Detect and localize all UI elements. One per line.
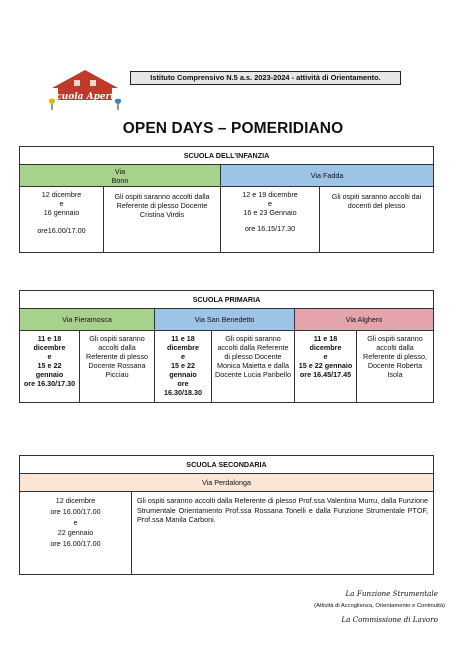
secondaria-dates: 12 dicembre ore 16.00/17.00 e 22 gennaio ore 16.00/17.00 xyxy=(20,492,132,575)
primaria-alghero-info: Gli ospiti saranno accolti dalla Referente di plesso, Docente Roberta Isola xyxy=(357,331,434,403)
plesso-via-san-benedetto: Via San Benedetto xyxy=(155,309,295,331)
plesso-via-alghero: Via Alghero xyxy=(295,309,434,331)
primaria-sanbenedetto-dates: 11 e 18 dicembre e 15 e 22 gennaio ore 16.30/18.30 xyxy=(155,331,212,403)
infanzia-bonn-dates: 12 dicembre e 16 gennaio ore16.00/17.00 xyxy=(20,187,104,253)
infanzia-bonn-info: Gli ospiti saranno accolti dalla Referente di plesso Docente Cristina Virdis xyxy=(104,187,221,253)
plesso-via-bonn: Via Bonn xyxy=(20,165,221,187)
primaria-heading: SCUOLA PRIMARIA xyxy=(20,291,434,309)
secondaria-table xyxy=(19,455,434,575)
secondaria-heading: SCUOLA SECONDARIA xyxy=(20,456,434,474)
infanzia-table xyxy=(19,146,434,253)
primaria-sanbenedetto-info: Gli ospiti saranno accolti dalla Referente di plesso Docente Monica Maietta e dalla Docente Lucia Paribello xyxy=(212,331,295,403)
infanzia-heading: SCUOLA DELL’INFANZIA xyxy=(20,147,434,165)
signature-subtitle: (Attività di Accoglienza, Orientamento e Continuità) xyxy=(314,603,445,609)
signature-funzione-strumentale: La Funzione Strumentale xyxy=(345,589,438,598)
infanzia-fadda-dates: 12 e 19 dicembre e 16 e 23 Gennaio ore 16.15/17.30 xyxy=(221,187,320,253)
primaria-alghero-dates: 11 e 18 dicembre e 15 e 22 gennaio ore 16.45/17.45 xyxy=(295,331,357,403)
plesso-via-perdalonga: Via Perdalonga xyxy=(20,474,434,492)
primaria-fieramosca-dates: 11 e 18 dicembre e 15 e 22 gennaio ore 16.30/17.30 xyxy=(20,331,80,403)
secondaria-info: Gli ospiti saranno accolti dalla Referente di plesso Prof.ssa Valentina Murru, dalla Funzione Strumentale Orientamento Prof.ssa Rossana Tonelli e dalla Funzione Strumentale PTOF, Prof.ssa Manila Carboni. xyxy=(132,492,434,575)
scuola-aperta-logo xyxy=(44,66,126,112)
signature-commissione: La Commissione di Lavoro xyxy=(341,615,438,624)
plesso-via-fadda: Via Fadda xyxy=(221,165,434,187)
logo-text: Scuola Aperta xyxy=(49,92,121,102)
plesso-via-fieramosca: Via Fieramosca xyxy=(20,309,155,331)
infanzia-fadda-info: Gli ospiti saranno accolti dai docenti del plesso xyxy=(320,187,434,253)
header-title: Istituto Comprensivo N.5 a.s. 2023-2024 - attività di Orientamento. xyxy=(130,71,401,85)
page-title: OPEN DAYS – POMERIDIANO xyxy=(122,120,344,137)
primaria-table xyxy=(19,290,434,403)
primaria-fieramosca-info: Gli ospiti saranno accolti dalla Referente di plesso Docente Rossana Picciau xyxy=(80,331,155,403)
